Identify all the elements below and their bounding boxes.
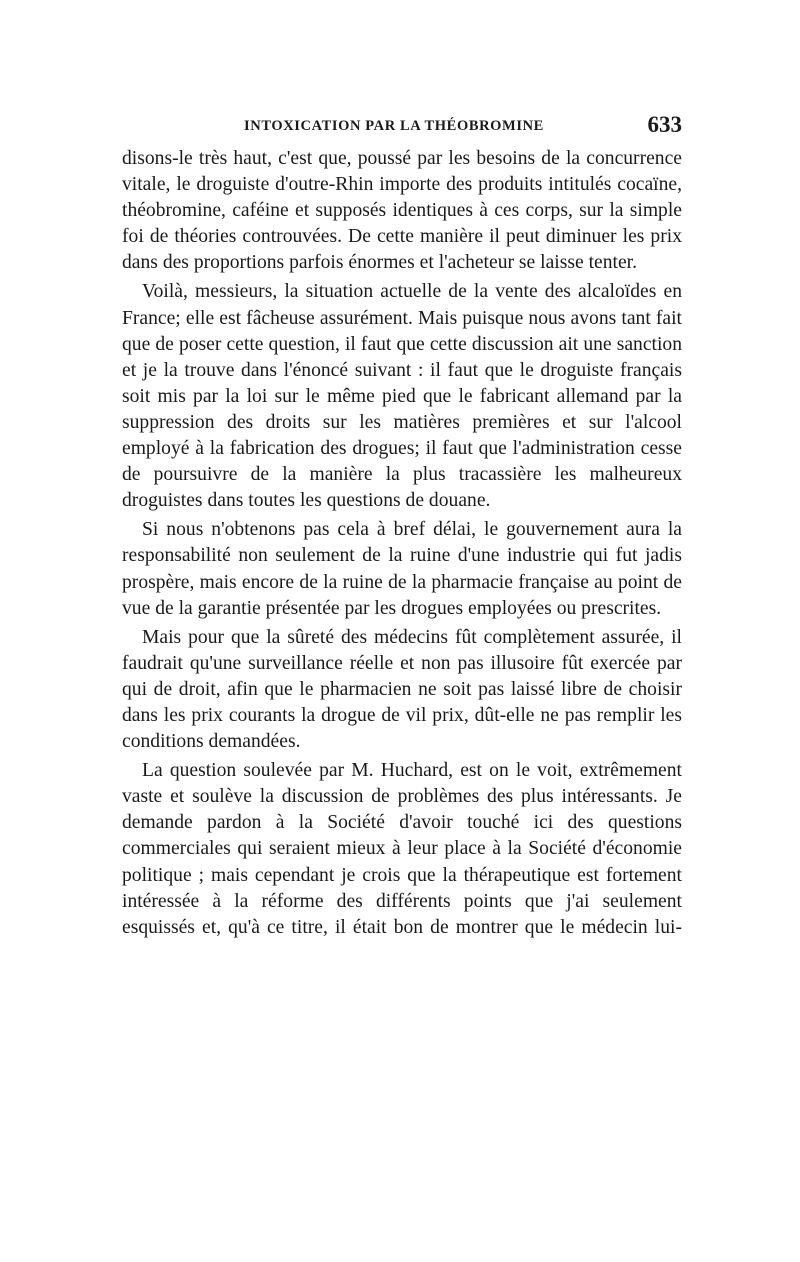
running-title: INTOXICATION PAR LA THÉOBROMINE (244, 118, 544, 134)
page-number: 633 (647, 112, 682, 137)
paragraph-government-responsibility: Si nous n'obtenons pas cela à bref délai, le gouvernement aura la responsabilité non seulement de la ruine d'une industrie qui fut jadis prospère, mais encore de la ruine de la pharmacie française au point de vue de la garantie présentée par les drogues employées ou prescrites. (122, 519, 682, 619)
body-text (122, 146, 682, 941)
running-header (122, 112, 682, 146)
paragraph-physician-safety: Mais pour que la sûreté des médecins fût complètement assurée, il faudrait qu'une surveillance réelle et non pas illusoire fût exercée par qui de droit, afin que le pharmacien ne soit pas laissé libre de choisir dans les prix courants la drogue de vil prix, dût-elle ne pas remplir les conditions demandées. (122, 626, 682, 753)
paragraph-continuation: disons-le très haut, c'est que, poussé par les besoins de la concurrence vitale, le droguiste d'outre-Rhin importe des produits intitulés cocaïne, théobromine, caféine et supposés identiques à ces corps, sur la simple foi de théories controuvées. De cette manière il peut diminuer les prix dans des proportions parfois énormes et l'acheteur se laisse tenter. (122, 148, 682, 274)
paragraph-alkaloids-situation: Voilà, messieurs, la situation actuelle de la vente des alcaloïdes en France; elle est fâcheuse assurément. Mais puisque nous avons tant fait que de poser cette question, il faut que cette discussion ait une sanction et je la trouve dans l'énoncé suivant : il faut que le droguiste français soit mis par la loi sur le même pied que le fabricant allemand par la suppression des droits sur les matières premières et sur l'alcool employé à la fabrication des drogues; il faut que l'administration cesse de poursuivre de la manière la plus tracassière les malheureux droguistes dans toutes les questions de douane. (122, 281, 682, 512)
paragraph-huchard-question: La question soulevée par M. Huchard, est on le voit, extrêmement vaste et soulève la discussion de problèmes des plus intéressants. Je demande pardon à la Société d'avoir touché ici des questions commerciales qui seraient mieux à leur place à la Société d'économie politique ; mais cependant je crois que la thérapeutique est fortement intéressée à la réforme des différents points que j'ai seulement esquissés et, qu'à ce titre, il était bon de montrer que le médecin lui- (122, 760, 682, 938)
book-page (122, 112, 682, 941)
